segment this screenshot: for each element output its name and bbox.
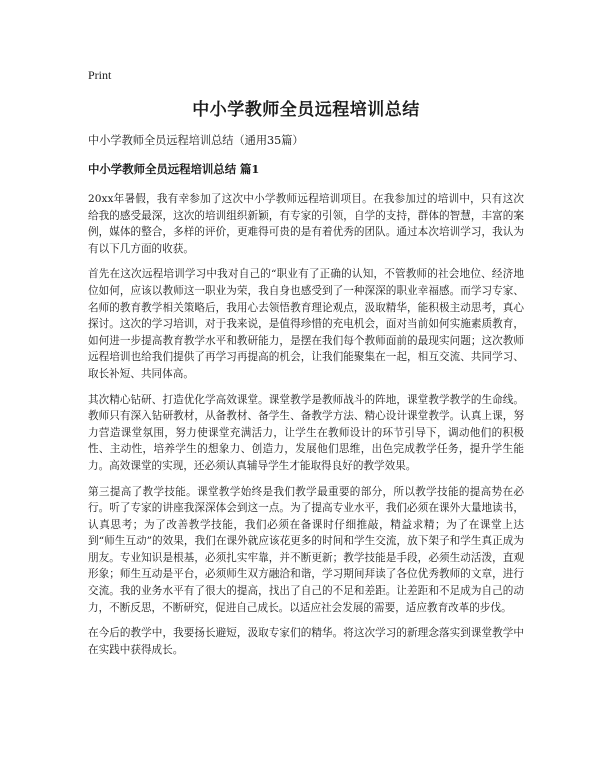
paragraph-1: 20xx年暑假，我有幸参加了这次中小学教师远程培训项目。在我参加过的培训中，只有这次给我的感受最深，这次的培训组织新颖，有专家的引领，自学的支持，群体的智慧，丰富的案例，媒体的整合，多样的评价，更难得可贵的是有着优秀的团队。通过本次培训学习，我认为有以下几方面的收获。 bbox=[88, 193, 524, 255]
print-label[interactable]: Print bbox=[88, 68, 112, 82]
document-subtitle: 中小学教师全员远程培训总结（通用35篇） bbox=[88, 134, 304, 147]
document-page bbox=[88, 68, 524, 667]
paragraph-5: 在今后的教学中，我要扬长避短，汲取专家们的精华。将这次学习的新理念落实到课堂教学中 在实践中获得成长。 bbox=[88, 627, 524, 656]
paragraph-2: 首先在这次远程培训学习中我对自己的“职业有了正确的认知，不管教师的社会地位、经济地位如何，应该以教师这一职业为荣，我自身也感受到了一种深深的职业幸福感。而学习专家、名师的教育教学相关策略后，我用心去领悟教育理论观点，汲取精华，能积极主动思考，真心探讨。这次的学习培训，对于我来说，是值得珍惜的充电机会，面对当前如何实施素质教育，如何进一步提高教育教学水平和教研能力，是摆在我们每个教师面前的最现实问题；这次教师远程培训也给我们提供了再学习再提高的机会，让我们能聚集在一起，相互交流、共同学习、取长补短、共同体高。 bbox=[88, 268, 524, 380]
section-heading: 中小学教师全员远程培训总结 篇1 bbox=[88, 162, 260, 176]
document-title: 中小学教师全员远程培训总结 bbox=[192, 100, 420, 120]
paragraph-4: 第三提高了教学技能。课堂教学始终是我们教学最重要的部分，所以教学技能的提高势在必行。听了专家的讲座我深深体会到这一点。为了提高专业水平，我们必须在课外大量地读书，认真思考；为了改善教学技能，我们必须在备课时仔细推敲，精益求精；为了在课堂上达到“师生互动”的效果，我们在课外就应该花更多的时间和学生交流，放下架子和学生真正成为朋友。专业知识是根基，必须扎实牢靠，并不断更新；教学技能是手段，必须生动活泼，直观形象；师生互动是平台，必须师生双方融洽和谐，学习期间拜读了各位优秀教师的文章，进行交流。我的业务水平有了很大的提高，找出了自己的不足和差距。让差距和不足成为自己的动力，不断反思，不断研究，促进自己成长。以适应社会发展的需要，适应教育改革的步伐。 bbox=[88, 485, 524, 614]
paragraph-3: 其次精心钻研、打造优化学高效课堂。课堂教学是教师战斗的阵地，课堂教学教学的生命线。教师只有深入钻研教材，从备教材、备学生、备教学方法、精心设计课堂教学。认真上课，努力营造课堂氛围，努力使课堂充满活力，让学生在教师设计的环节引导下，调动他们的积极性、主动性，培养学生的想象力、创造力，发展他们思维，出色完成教学任务，提升学生能力。高效课堂的实现，还必须认真辅导学生才能取得良好的教学效果。 bbox=[88, 393, 524, 472]
